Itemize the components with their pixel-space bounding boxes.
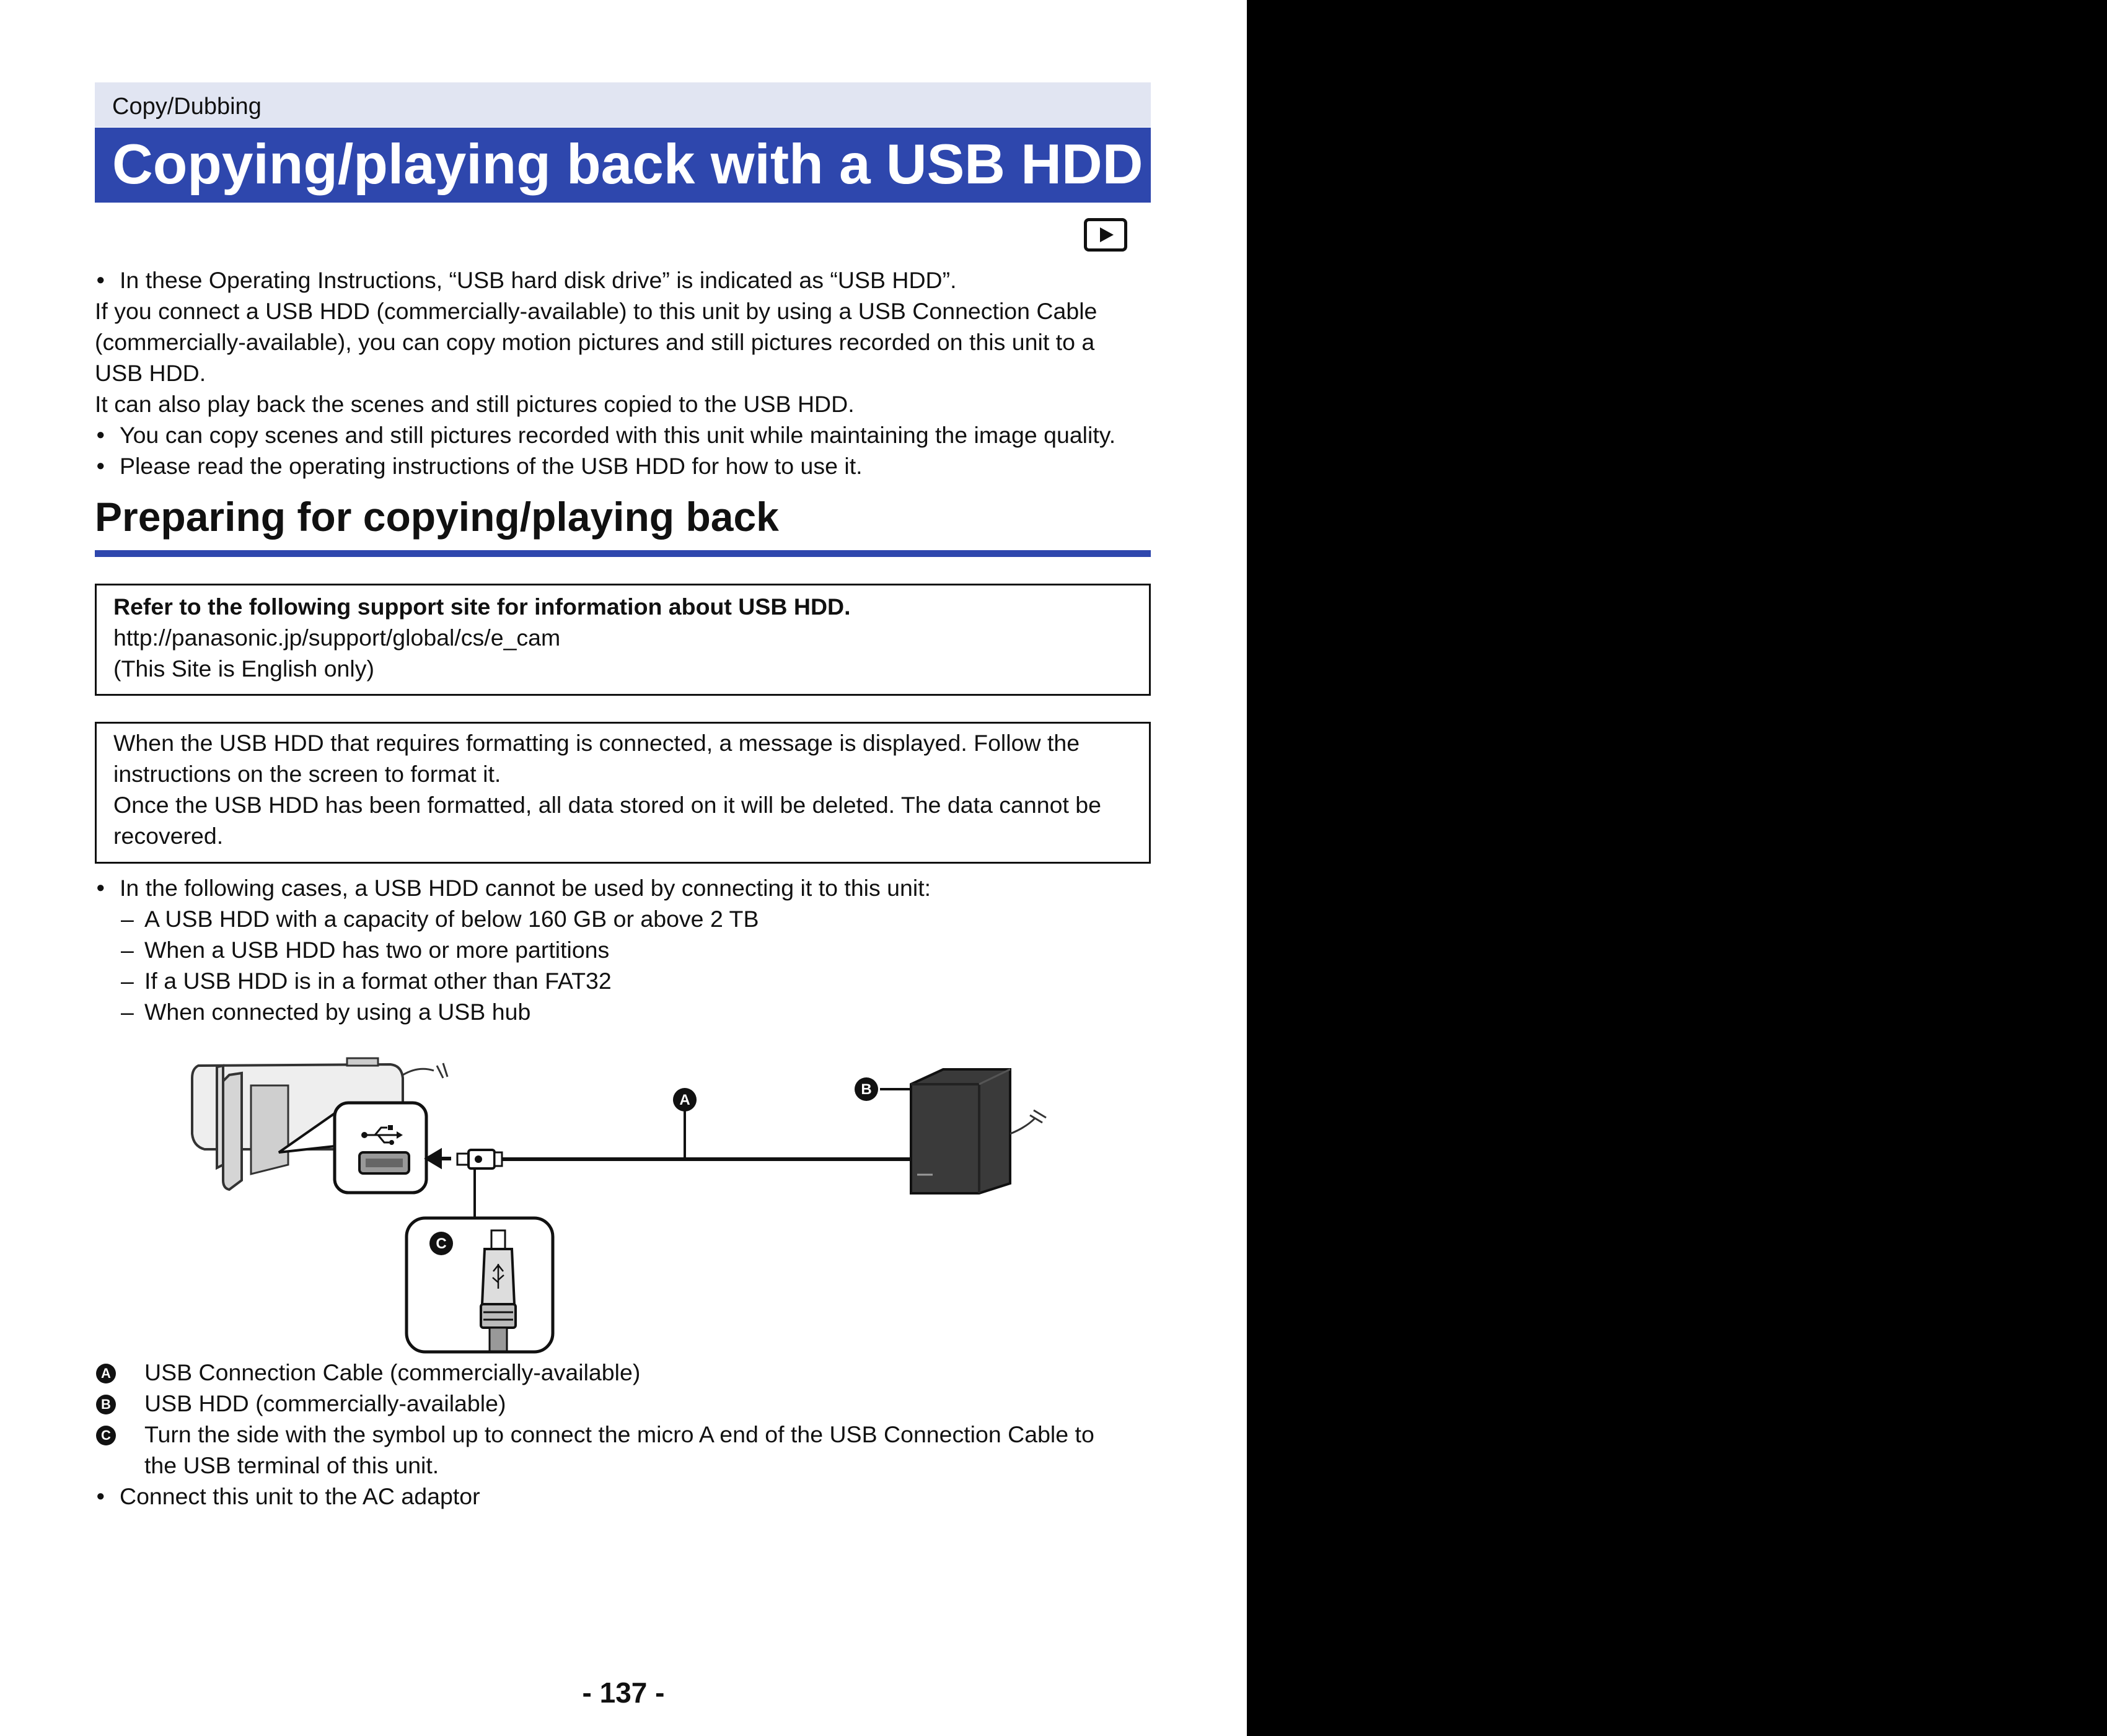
playback-mode-icon: [1084, 218, 1127, 252]
format-line-3: Once the USB HDD has been formatted, all data stored on it will be deleted. The data cannot be: [113, 792, 1102, 818]
format-line-1: When the USB HDD that requires formatting is connected, a message is displayed. Follow the: [113, 730, 1080, 756]
bullet-icon: ●: [96, 1488, 105, 1504]
plug-detail-callout: [407, 1218, 553, 1352]
insert-arrow-icon: [428, 1151, 451, 1166]
cases-intro: ● In the following cases, a USB HDD cannot be used by connecting it to this unit:: [95, 872, 931, 903]
bullet-icon: ●: [96, 457, 105, 474]
support-url[interactable]: http://panasonic.jp/support/global/cs/e_cam: [113, 625, 561, 651]
support-site-box: [95, 584, 1151, 696]
intro-line-4: It can also play back the scenes and still pictures copied to the USB HDD.: [95, 391, 855, 417]
svg-text:A: A: [679, 1092, 690, 1108]
intro-line-2: (commercially-available), you can copy motion pictures and still pictures recorded on this unit to a: [95, 329, 1095, 355]
legend-item-b: B USB HDD (commercially-available): [95, 1388, 1155, 1419]
final-bullet: ● Connect this unit to the AC adaptor: [95, 1481, 480, 1512]
intro-bullet-1: ● In these Operating Instructions, “USB hard disk drive” is indicated as “USB HDD”.: [95, 265, 957, 296]
marker-a: A: [96, 1364, 116, 1383]
heading-rule: [95, 550, 1151, 557]
connection-diagram: [180, 1041, 1072, 1357]
usb-port-callout: [335, 1103, 426, 1193]
legend-item-a: A USB Connection Cable (commercially-available): [95, 1357, 1155, 1388]
intro-line-3: USB HDD.: [95, 360, 206, 386]
page-title: Copying/playing back with a USB HDD: [112, 133, 1143, 196]
format-warning-box: [95, 722, 1151, 864]
format-line-2: instructions on the screen to format it.: [113, 761, 501, 787]
bullet-icon: ●: [96, 426, 105, 443]
bullet-icon: ●: [96, 879, 105, 896]
page-number: - 137 -: [582, 1677, 665, 1709]
svg-text:C: C: [436, 1235, 447, 1252]
svg-text:B: B: [861, 1081, 872, 1098]
legend-item-c: C Turn the side with the symbol up to connect the micro A end of the USB Connection Cable to the USB terminal of this unit.: [95, 1419, 1155, 1481]
intro-bullet-2: ● You can copy scenes and still pictures recorded with this unit while maintaining the image quality.: [95, 419, 1115, 450]
manual-page: Copy/Dubbing Copying/playing back with a USB HDD ● In these Operating Instructions, “USB hard disk drive” is indicated as “USB HDD”. If you connect a USB HDD (commercially-available) to this unit by using a USB Connection Cable (commercially-available), you can copy motion pictures and still pictures recorded on this unit to a USB HDD. It can also play back the scenes and still pictures copied to the USB HDD. ● You can copy scenes and still pictures recorded with this unit while maintaining the image quality. ● Please read the operating instructions of the USB HDD for how to use it. Preparing for copying/playing back Refer to the following support site for information about USB HDD. http://panasonic.jp/support/global/cs/e_cam (This Site is English only) When the USB HDD that requires formatting is connected, a message is displayed. Follow the instructions on the screen to format it. Once the USB HDD has been formatted, all data stored on it will be deleted. The data cannot be recovered. ● In the following cases, a USB HDD cannot be used by connecting it to this unit: – A USB HDD with a capacity of below 160 GB or above 2 TB – When a USB HDD has two or more partitions – If a USB HDD is in a format other than FAT32 – When connected by using a USB hub A B C A USB Connection Cable (commercially-available) B USB HDD (commercially-available) C Turn the side with the symbol up to connect the micro A end of the USB Connection Cable to the USB terminal of this unit. ● Connect this unit to the AC adaptor - 137 -: [0, 0, 1247, 1736]
section-header-bar: [95, 82, 1151, 127]
title-bar: [95, 128, 1151, 203]
support-box-heading: Refer to the following support site for information about USB HDD.: [113, 594, 851, 620]
support-note: (This Site is English only): [113, 655, 374, 682]
section-heading: Preparing for copying/playing back: [95, 494, 779, 540]
marker-c: C: [96, 1426, 116, 1445]
bullet-icon: ●: [96, 271, 105, 288]
intro-line-1: If you connect a USB HDD (commercially-available) to this unit by using a USB Connection Cable: [95, 298, 1097, 324]
section-label: Copy/Dubbing: [112, 94, 262, 120]
format-line-4: recovered.: [113, 823, 224, 849]
usb-hdd-illustration: [880, 1069, 1046, 1193]
marker-b: B: [96, 1395, 116, 1414]
marker-c: [429, 1232, 453, 1255]
marker-a: [673, 1088, 697, 1111]
intro-bullet-3: ● Please read the operating instructions of the USB HDD for how to use it.: [95, 450, 863, 481]
marker-b: [855, 1077, 878, 1101]
